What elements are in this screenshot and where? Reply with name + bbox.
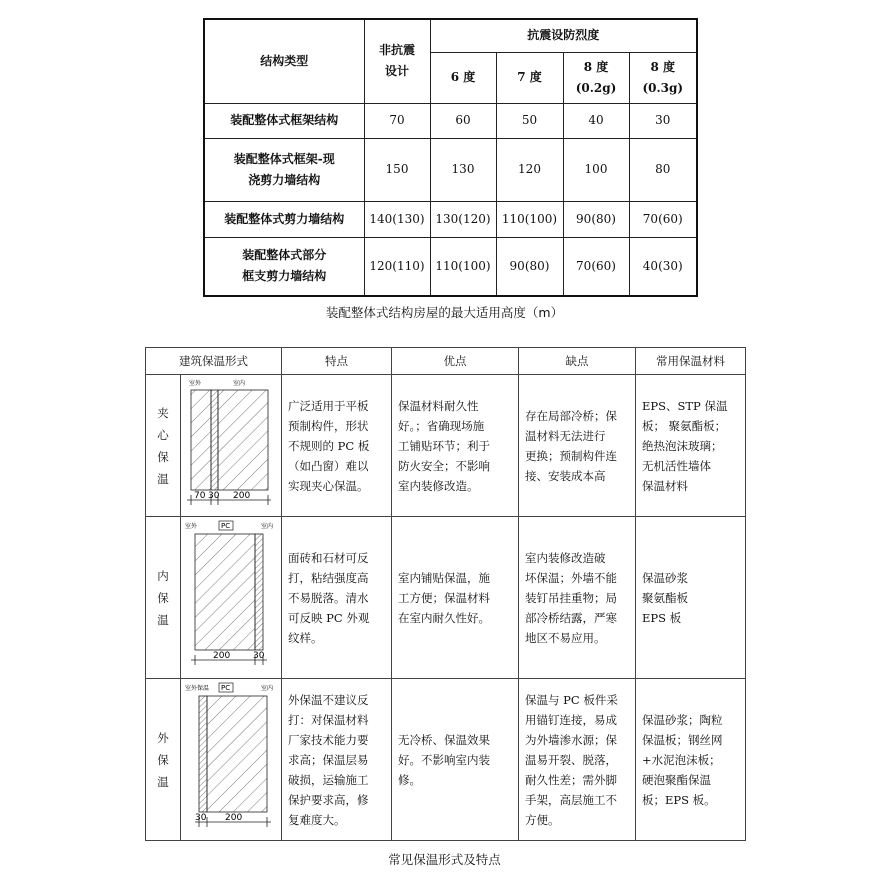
label-outdoor: 室外 xyxy=(185,522,198,530)
cell-value: 30 xyxy=(629,103,697,138)
label-indoor: 室内 xyxy=(233,379,246,387)
form-inner: 内 保 温 xyxy=(146,517,181,679)
header-7-degree: 7 度 xyxy=(496,52,563,103)
insulation-table xyxy=(145,347,746,841)
header-6-degree: 6 度 xyxy=(430,52,496,103)
form-sandwich: 夹 心 保 温 xyxy=(146,375,181,517)
cell-value: 150 xyxy=(364,138,430,201)
cell-value: 40(30) xyxy=(629,237,697,296)
cell-cons: 室内装修改造破 坏保温；外墙不能 装钉吊挂重物；局 部冷桥结露，严寒 地区不易应用。 xyxy=(519,517,636,679)
diagram-inner xyxy=(181,517,282,679)
cell-value: 90(80) xyxy=(563,201,629,237)
dim-70: 70 xyxy=(194,490,206,501)
dim-200: 200 xyxy=(225,812,243,823)
dim-200: 200 xyxy=(213,650,231,661)
table1-caption: 装配整体式结构房屋的最大适用高度（m） xyxy=(325,305,564,320)
header-feature: 特点 xyxy=(282,348,392,375)
table-row xyxy=(146,517,746,679)
cell-value: 70 xyxy=(364,103,430,138)
header-structure-type: 结构类型 xyxy=(204,19,364,103)
header-8-degree-02g: 8 度 (0.2g) xyxy=(563,52,629,103)
cell-value: 130(120) xyxy=(430,201,496,237)
row-name: 装配整体式框架结构 xyxy=(204,103,364,138)
cell-value: 110(100) xyxy=(430,237,496,296)
cell-cons: 保温与 PC 板件采 用锚钉连接，易成 为外墙渗水源；保 温易开裂、脱落， 耐久性差；需外脚 手架，高层施工不 方便。 xyxy=(519,679,636,841)
cell-value: 130 xyxy=(430,138,496,201)
row-name: 装配整体式框架-现 浇剪力墙结构 xyxy=(204,138,364,201)
dim-30: 30 xyxy=(253,650,265,661)
header-pros: 优点 xyxy=(392,348,519,375)
cell-value: 120 xyxy=(496,138,563,201)
header-non-seismic: 非抗震 设计 xyxy=(364,19,430,103)
cell-materials: EPS、STP 保温 板； 聚氨酯板； 绝热泡沫玻璃； 无机活性墙体 保温材料 xyxy=(636,375,746,517)
cell-pros: 无冷桥、保温效果 好。不影响室内装 修。 xyxy=(392,679,519,841)
cell-value: 110(100) xyxy=(496,201,563,237)
cell-pros: 保温材料耐久性 好。；省确现场施 工铺贴环节；利于 防火安全；不影响 室内装修改造。 xyxy=(392,375,519,517)
table-row xyxy=(204,103,697,138)
cell-value: 70(60) xyxy=(563,237,629,296)
cell-feature: 面砖和石材可反 打，粘结强度高 不易脱落。清水 可反映 PC 外观 纹样。 xyxy=(282,517,392,679)
label-indoor: 室内 xyxy=(261,684,274,692)
cell-feature: 外保温不建议反 打：对保温材料 厂家技术能力要 求高；保温层易 破损，运输施工 保护要求高，修 复难度大。 xyxy=(282,679,392,841)
header-8-degree-03g: 8 度 (0.3g) xyxy=(629,52,697,103)
cell-value: 90(80) xyxy=(496,237,563,296)
table-row xyxy=(204,138,697,201)
row-name: 装配整体式剪力墙结构 xyxy=(204,201,364,237)
header-insulation-form: 建筑保温形式 xyxy=(146,348,282,375)
header-materials: 常用保温材料 xyxy=(636,348,746,375)
dim-200: 200 xyxy=(233,490,251,501)
form-outer: 外 保 温 xyxy=(146,679,181,841)
table-row xyxy=(204,237,697,296)
cell-value: 60 xyxy=(430,103,496,138)
max-height-table xyxy=(203,18,698,297)
table-row xyxy=(146,679,746,841)
cell-value: 80 xyxy=(629,138,697,201)
table2-caption: 常见保温形式及特点 xyxy=(388,852,501,867)
table-row xyxy=(146,375,746,517)
dim-30: 30 xyxy=(195,812,207,823)
cell-value: 140(130) xyxy=(364,201,430,237)
cell-value: 100 xyxy=(563,138,629,201)
cell-materials: 保温砂浆；陶粒 保温板；钢丝网 +水泥泡沫板； 硬泡聚酯保温 板；EPS 板。 xyxy=(636,679,746,841)
cell-value: 50 xyxy=(496,103,563,138)
row-name: 装配整体式部分 框支剪力墙结构 xyxy=(204,237,364,296)
label-outdoor: 室外 xyxy=(189,379,202,387)
dim-30: 30 xyxy=(208,490,220,501)
label-outdoor: 室外 xyxy=(185,684,198,692)
cell-pros: 室内铺贴保温，施 工方便；保温材料 在室内耐久性好。 xyxy=(392,517,519,679)
cell-materials: 保温砂浆 聚氨酯板 EPS 板 xyxy=(636,517,746,679)
cell-cons: 存在局部冷桥；保 温材料无法进行 更换；预制构件连 接、安装成本高 xyxy=(519,375,636,517)
cell-value: 70(60) xyxy=(629,201,697,237)
cell-value: 120(110) xyxy=(364,237,430,296)
label-pc: PC xyxy=(221,683,231,692)
table-row xyxy=(204,201,697,237)
diagram-outer xyxy=(181,679,282,841)
label-indoor: 室内 xyxy=(261,522,274,530)
header-seismic-intensity: 抗震设防烈度 xyxy=(430,19,697,52)
cell-value: 40 xyxy=(563,103,629,138)
cell-feature: 广泛适用于平板 预制构件，形状 不规则的 PC 板 （如凸窗）难以 实现夹心保温。 xyxy=(282,375,392,517)
label-pc: PC xyxy=(221,521,231,530)
header-cons: 缺点 xyxy=(519,348,636,375)
label-insulation: 保温 xyxy=(197,684,210,692)
diagram-sandwich xyxy=(181,375,282,517)
